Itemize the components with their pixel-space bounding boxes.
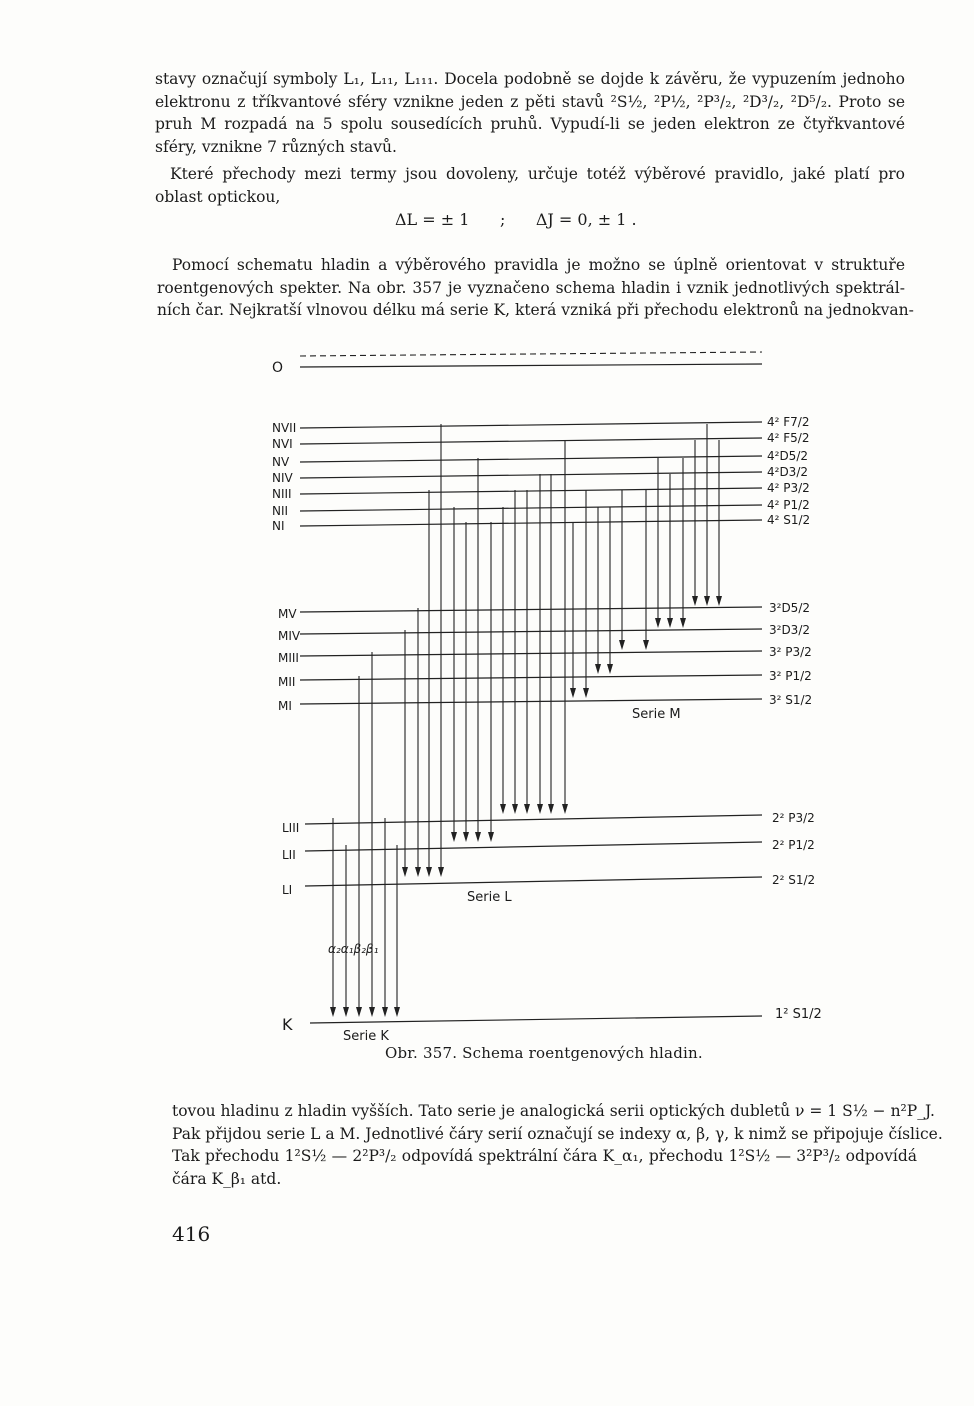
- transition-arrow-head: [451, 832, 457, 842]
- level-label-N: NI: [272, 519, 285, 533]
- level-label-M: MII: [278, 675, 296, 689]
- text-line: sféry, vznikne 7 různých stavů.: [155, 137, 397, 156]
- transition-arrow-head: [524, 804, 530, 814]
- text-line: elektronu z tříkvantové sféry vznikne jeden z pěti stavů ²S½, ²P½, ²P³/₂, ²D³/₂, ²D⁵/₂. Proto se: [155, 92, 905, 111]
- term-label-M: 3² S1/2: [769, 693, 813, 707]
- level-label-L: LII: [282, 848, 296, 862]
- term-label-M: 3² P1/2: [769, 669, 812, 683]
- level-line-M: [300, 699, 762, 704]
- term-label-N: 4² S1/2: [767, 513, 811, 527]
- serie-k-label: Serie K: [343, 1029, 389, 1044]
- transition-arrow-head: [330, 1007, 336, 1017]
- transition-arrow-head: [667, 618, 673, 628]
- term-label-M: 3² P3/2: [769, 645, 812, 659]
- term-label-N: 4² P3/2: [767, 481, 810, 495]
- serie-m-label: Serie M: [632, 707, 681, 722]
- term-label-N: 4² F7/2: [767, 415, 810, 429]
- level-label-N: NVI: [272, 437, 293, 451]
- transition-arrow-head: [692, 596, 698, 606]
- transition-arrow-head: [426, 867, 432, 877]
- transition-arrow-head: [394, 1007, 400, 1017]
- paragraph-4: [172, 1100, 943, 1190]
- term-label-M: 3²D5/2: [769, 601, 810, 615]
- text-line: pruh M rozpadá na 5 spolu sousedících pruhů. Vypudí-li se jeden elektron ze čtyřkvantové: [155, 115, 905, 133]
- transition-arrow-head: [643, 640, 649, 650]
- transition-arrow-head: [595, 664, 601, 674]
- level-line-N: [300, 472, 762, 478]
- transition-arrow-head: [402, 867, 408, 877]
- transition-arrow-head: [463, 832, 469, 842]
- level-line-N: [300, 505, 762, 511]
- transition-arrow-head: [704, 596, 710, 606]
- transition-arrow-head: [438, 867, 444, 877]
- k-lines-label: α₂α₁β₂β₁: [328, 942, 379, 956]
- level-label-N: NVII: [272, 421, 297, 435]
- transition-arrow-head: [562, 804, 568, 814]
- text-line: stavy označují symboly L₁, L₁₁, L₁₁₁. Docela podobně se dojde k závěru, že vypuzením jednoho: [155, 70, 905, 88]
- level-label-K: K: [282, 1015, 293, 1034]
- level-label-O: O: [272, 360, 284, 376]
- level-line-N: [300, 488, 762, 494]
- level-label-M: MIV: [278, 629, 301, 643]
- level-label-M: MI: [278, 699, 292, 713]
- level-line-K: [310, 1016, 762, 1023]
- transition-arrow-head: [500, 804, 506, 814]
- level-line-O: [300, 364, 762, 367]
- transition-arrow-head: [537, 804, 543, 814]
- term-label-N: 4²D3/2: [767, 465, 808, 479]
- transition-arrow-head: [343, 1007, 349, 1017]
- level-line-L: [305, 815, 762, 824]
- term-label-K: 1² S1/2: [775, 1007, 822, 1022]
- level-line-L: [305, 877, 762, 886]
- transition-arrow-head: [680, 618, 686, 628]
- serie-l-label: Serie L: [467, 890, 512, 905]
- selection-rule-formula: ΔL = ± 1 ; ΔJ = 0, ± 1 .: [395, 210, 637, 229]
- level-line-L: [305, 842, 762, 851]
- level-line-O-dashed: [300, 352, 762, 356]
- term-label-N: 4² P1/2: [767, 498, 810, 512]
- text-line: roentgenových spekter. Na obr. 357 je vyznačeno schema hladin i vznik jednotlivých spektrál-: [157, 278, 905, 297]
- level-line-N: [300, 422, 762, 428]
- term-label-L: 2² S1/2: [772, 873, 816, 887]
- term-label-L: 2² P3/2: [772, 811, 815, 825]
- level-line-N: [300, 456, 762, 462]
- level-label-L: LI: [282, 883, 293, 897]
- transition-arrow-head: [369, 1007, 375, 1017]
- level-line-M: [300, 675, 762, 680]
- level-label-L: LIII: [282, 821, 300, 835]
- level-label-M: MIII: [278, 651, 299, 665]
- level-line-M: [300, 607, 762, 612]
- term-label-L: 2² P1/2: [772, 838, 815, 852]
- level-label-N: NIV: [272, 471, 293, 485]
- transition-arrow-head: [570, 688, 576, 698]
- transition-arrow-head: [415, 867, 421, 877]
- term-label-N: 4²D5/2: [767, 449, 808, 463]
- transition-arrow-head: [356, 1007, 362, 1017]
- text-line: Které přechody mezi termy jsou dovoleny, určuje totéž výběrové pravidlo, jaké platí pro: [170, 165, 905, 183]
- level-label-N: NV: [272, 455, 290, 469]
- term-label-N: 4² F5/2: [767, 431, 810, 445]
- page-number: 416: [172, 1222, 211, 1246]
- level-line-M: [300, 629, 762, 634]
- transition-arrow-head: [583, 688, 589, 698]
- level-label-N: NIII: [272, 487, 292, 501]
- transition-arrow-head: [488, 832, 494, 842]
- text-line: ních čar. Nejkratší vlnovou délku má serie K, která vzniká při přechodu elektronů na jednokvan-: [157, 301, 914, 319]
- text-line: oblast optickou,: [155, 187, 281, 206]
- text-line: tovou hladinu z hladin vyšších. Tato serie je analogická serii optických dubletů ν = 1 S½ − n²P_J.: [172, 1102, 935, 1120]
- level-line-N: [300, 520, 762, 526]
- transition-arrow-head: [655, 618, 661, 628]
- transition-arrow-head: [475, 832, 481, 842]
- transition-arrow-head: [548, 804, 554, 814]
- transition-arrow-head: [607, 664, 613, 674]
- transition-arrow-head: [382, 1007, 388, 1017]
- figure-caption: Obr. 357. Schema roentgenových hladin.: [385, 1044, 703, 1062]
- transition-arrow-head: [512, 804, 518, 814]
- text-line: Pak přijdou serie L a M. Jednotlivé čáry serií označují se indexy α, β, γ, k nimž se připojuje číslice.: [172, 1124, 943, 1143]
- text-line: Tak přechodu 1²S½ — 2²P³/₂ odpovídá spektrální čára K_α₁, přechodu 1²S½ — 3²P³/₂ odpovídá: [172, 1147, 917, 1165]
- transition-arrow-head: [619, 640, 625, 650]
- text-line: čára K_β₁ atd.: [172, 1169, 282, 1188]
- transition-arrow-head: [716, 596, 722, 606]
- text-line: Pomocí schematu hladin a výběrového pravidla je možno se úplně orientovat v struktuře: [172, 256, 905, 274]
- level-label-M: MV: [278, 607, 297, 621]
- level-line-M: [300, 651, 762, 656]
- level-line-N: [300, 438, 762, 444]
- term-label-M: 3²D3/2: [769, 623, 810, 637]
- level-label-N: NII: [272, 504, 289, 518]
